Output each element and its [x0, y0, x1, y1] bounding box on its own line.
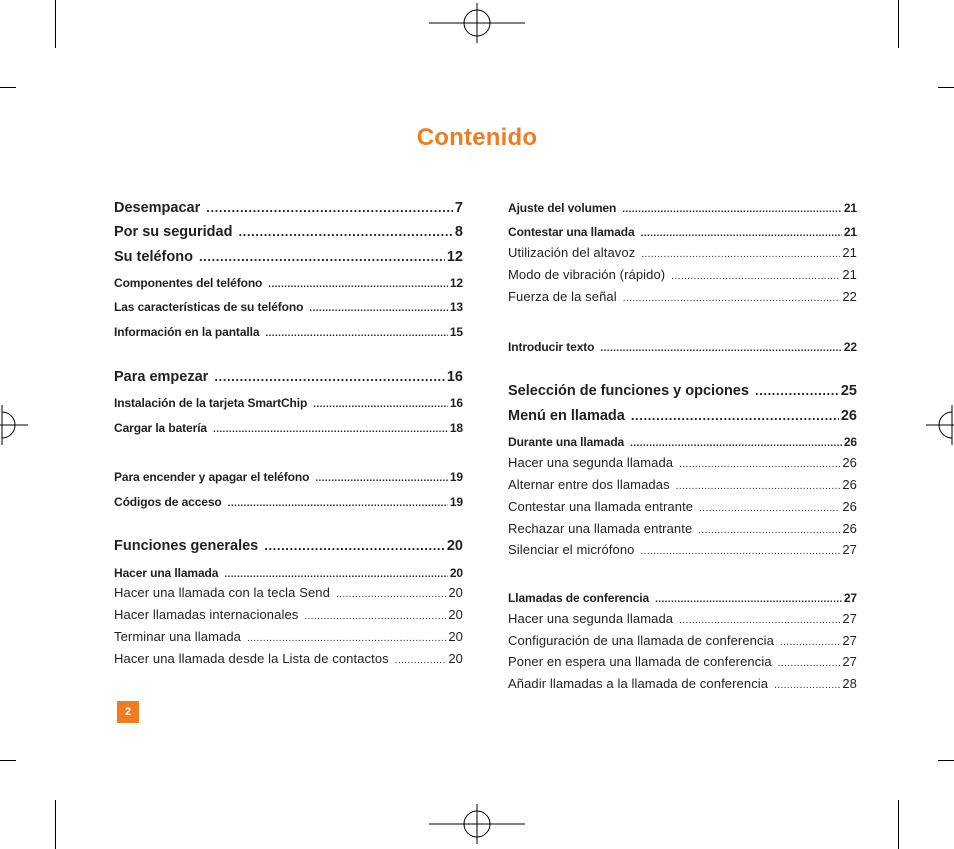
dot-leader [755, 382, 839, 400]
toc-entry[interactable] [508, 590, 857, 608]
registration-mark-right [926, 405, 954, 445]
toc-entry-title: Las características de su teléfono [114, 300, 304, 314]
dot-leader [780, 633, 840, 651]
dot-leader [671, 267, 840, 285]
toc-entry[interactable] [508, 654, 857, 672]
toc-entry-title: Instalación de la tarjeta SmartChip [114, 396, 308, 410]
page-number-badge: 2 [117, 701, 139, 723]
dot-leader [622, 200, 842, 218]
toc-entry-page: 13 [449, 300, 463, 314]
dot-leader [238, 223, 452, 241]
toc-entry-title: Desempacar [114, 200, 201, 216]
toc-entry-page: 15 [449, 325, 463, 339]
dot-leader [655, 590, 842, 608]
toc-entry-title: Hacer una segunda llamada [508, 455, 674, 470]
toc-entry[interactable] [114, 585, 463, 603]
toc-entry[interactable] [508, 434, 857, 452]
toc-entry-page: 28 [842, 676, 857, 691]
toc-entry[interactable] [508, 455, 857, 473]
toc-entry[interactable] [114, 248, 463, 266]
dot-leader [676, 477, 841, 495]
toc-entry[interactable] [114, 395, 463, 413]
dot-leader [623, 289, 841, 307]
toc-entry-title: Poner en espera una llamada de conferencia [508, 654, 772, 669]
toc-entry-page: 16 [449, 396, 463, 410]
toc-entry-page: 22 [843, 340, 857, 354]
toc-entry-title: Hacer una segunda llamada [508, 611, 674, 626]
toc-entry-page: 27 [842, 542, 857, 557]
toc-entry-title: Menú en llamada [508, 408, 625, 424]
crop-mark-bottom-left-v [55, 800, 56, 849]
toc-entry[interactable] [114, 469, 463, 487]
toc-entry-page: 21 [842, 267, 857, 282]
toc-entry-page: 22 [842, 289, 857, 304]
crop-mark-top-right-h [938, 87, 954, 88]
toc-entry-page: 18 [449, 421, 463, 435]
toc-entry-title: Configuración de una llamada de conferencia [508, 633, 774, 648]
toc-entry-page: 27 [842, 611, 857, 626]
toc-entry-title: Códigos de acceso [114, 495, 222, 509]
toc-right-column [508, 0, 857, 849]
toc-entry-title: Por su seguridad [114, 224, 233, 240]
toc-entry-title: Hacer una llamada desde la Lista de contactos [114, 651, 389, 666]
toc-entry-title: Su teléfono [114, 249, 193, 265]
dot-leader [679, 455, 840, 473]
dot-leader [199, 248, 445, 266]
toc-entry-title: Para empezar [114, 369, 209, 385]
dot-leader [631, 407, 839, 425]
toc-entry[interactable] [114, 537, 463, 555]
toc-entry[interactable] [508, 245, 857, 263]
toc-entry[interactable] [114, 299, 463, 317]
dot-leader [264, 537, 445, 555]
toc-left-column [114, 0, 463, 849]
dot-leader [641, 224, 842, 242]
crop-mark-bottom-right-h [938, 760, 954, 761]
toc-entry-title: Ajuste del volumen [508, 201, 617, 215]
toc-entry-page: 25 [840, 383, 857, 399]
toc-entry[interactable] [114, 275, 463, 293]
toc-entry-page: 27 [842, 633, 857, 648]
toc-entry-title: Introducir texto [508, 340, 595, 354]
toc-entry[interactable] [508, 289, 857, 307]
dot-leader [265, 324, 447, 342]
dot-leader [228, 494, 448, 512]
toc-entry-title: Hacer llamadas internacionales [114, 607, 299, 622]
dot-leader [214, 368, 445, 386]
toc-entry-title: Componentes del teléfono [114, 276, 263, 290]
toc-entry-page: 20 [446, 538, 463, 554]
toc-entry-page: 21 [843, 225, 857, 239]
toc-entry-page: 27 [842, 654, 857, 669]
toc-entry[interactable] [114, 494, 463, 512]
toc-entry[interactable] [114, 199, 463, 217]
page-title: Contenido [416, 124, 538, 151]
toc-entry[interactable] [508, 407, 857, 425]
dot-leader [336, 585, 446, 603]
toc-entry[interactable] [114, 368, 463, 386]
toc-entry-page: 20 [448, 651, 463, 666]
dot-leader [600, 339, 841, 357]
toc-entry-page: 7 [454, 200, 463, 216]
dot-leader [309, 299, 447, 317]
dot-leader [315, 469, 447, 487]
dot-leader [313, 395, 448, 413]
dot-leader [395, 651, 447, 669]
toc-entry-page: 19 [449, 495, 463, 509]
toc-entry-page: 19 [449, 470, 463, 484]
toc-entry-title: Hacer una llamada [114, 566, 219, 580]
dot-leader [774, 676, 840, 694]
toc-entry-page: 26 [842, 521, 857, 536]
dot-leader [640, 542, 840, 560]
toc-entry[interactable] [508, 267, 857, 285]
toc-entry-page: 8 [454, 224, 463, 240]
toc-entry-title: Cargar la batería [114, 421, 208, 435]
dot-leader [206, 199, 453, 217]
toc-entry[interactable] [114, 629, 463, 647]
toc-entry-page: 12 [446, 249, 463, 265]
toc-entry-page: 21 [843, 201, 857, 215]
toc-entry[interactable] [114, 565, 463, 583]
crop-mark-bottom-right-v [898, 800, 899, 849]
dot-leader [213, 420, 448, 438]
toc-entry[interactable] [508, 676, 857, 694]
toc-entry-page: 26 [843, 435, 857, 449]
toc-entry[interactable] [508, 611, 857, 629]
toc-entry-title: Terminar una llamada [114, 629, 242, 644]
toc-entry[interactable] [508, 477, 857, 495]
toc-entry[interactable] [508, 382, 857, 400]
dot-leader [699, 499, 840, 517]
toc-entry-page: 20 [449, 566, 463, 580]
toc-entry[interactable] [114, 651, 463, 669]
toc-entry-title: Hacer una llamada con la tecla Send [114, 585, 330, 600]
toc-entry-page: 20 [448, 585, 463, 600]
dot-leader [778, 654, 841, 672]
toc-entry-title: Información en la pantalla [114, 325, 260, 339]
toc-entry-title: Utilización del altavoz [508, 245, 636, 260]
dot-leader [698, 521, 840, 539]
toc-entry[interactable] [508, 521, 857, 539]
dot-leader [641, 245, 840, 263]
toc-entry-title: Selección de funciones y opciones [508, 383, 749, 399]
toc-entry-title: Añadir llamadas a la llamada de conferencia [508, 676, 769, 691]
dot-leader [247, 629, 446, 647]
toc-entry-title: Rechazar una llamada entrante [508, 521, 693, 536]
crop-mark-top-left-v [55, 0, 56, 48]
toc-entry[interactable] [114, 607, 463, 625]
dot-leader [268, 275, 448, 293]
toc-entry-page: 26 [842, 455, 857, 470]
toc-entry-title: Modo de vibración (rápido) [508, 267, 666, 282]
toc-entry-title: Fuerza de la señal [508, 289, 617, 304]
toc-entry-page: 20 [448, 607, 463, 622]
toc-entry-page: 26 [840, 408, 857, 424]
dot-leader [304, 607, 446, 625]
toc-entry-title: Alternar entre dos llamadas [508, 477, 670, 492]
toc-entry-title: Durante una llamada [508, 435, 625, 449]
toc-entry-page: 27 [843, 591, 857, 605]
toc-entry-title: Para encender y apagar el teléfono [114, 470, 310, 484]
toc-entry-page: 12 [449, 276, 463, 290]
crop-mark-top-left-h [0, 87, 16, 88]
dot-leader [679, 611, 840, 629]
toc-entry-page: 26 [842, 499, 857, 514]
registration-mark-left [0, 405, 28, 445]
toc-entry[interactable] [508, 224, 857, 242]
dot-leader [224, 565, 447, 583]
crop-mark-bottom-left-h [0, 760, 16, 761]
toc-entry[interactable] [508, 499, 857, 517]
toc-entry-page: 21 [842, 245, 857, 260]
toc-entry-title: Contestar una llamada entrante [508, 499, 694, 514]
toc-entry-title: Contestar una llamada [508, 225, 635, 239]
toc-entry[interactable] [508, 200, 857, 218]
toc-entry-page: 20 [448, 629, 463, 644]
toc-entry-title: Llamadas de conferencia [508, 591, 650, 605]
toc-entry[interactable] [114, 223, 463, 241]
toc-entry[interactable] [508, 339, 857, 357]
toc-entry[interactable] [508, 633, 857, 651]
toc-entry[interactable] [508, 542, 857, 560]
toc-entry-title: Silenciar el micrófono [508, 542, 635, 557]
toc-entry[interactable] [114, 420, 463, 438]
toc-entry-page: 26 [842, 477, 857, 492]
crop-mark-top-right-v [898, 0, 899, 48]
toc-entry[interactable] [114, 324, 463, 342]
toc-entry-title: Funciones generales [114, 538, 259, 554]
toc-entry-page: 16 [446, 369, 463, 385]
dot-leader [630, 434, 842, 452]
